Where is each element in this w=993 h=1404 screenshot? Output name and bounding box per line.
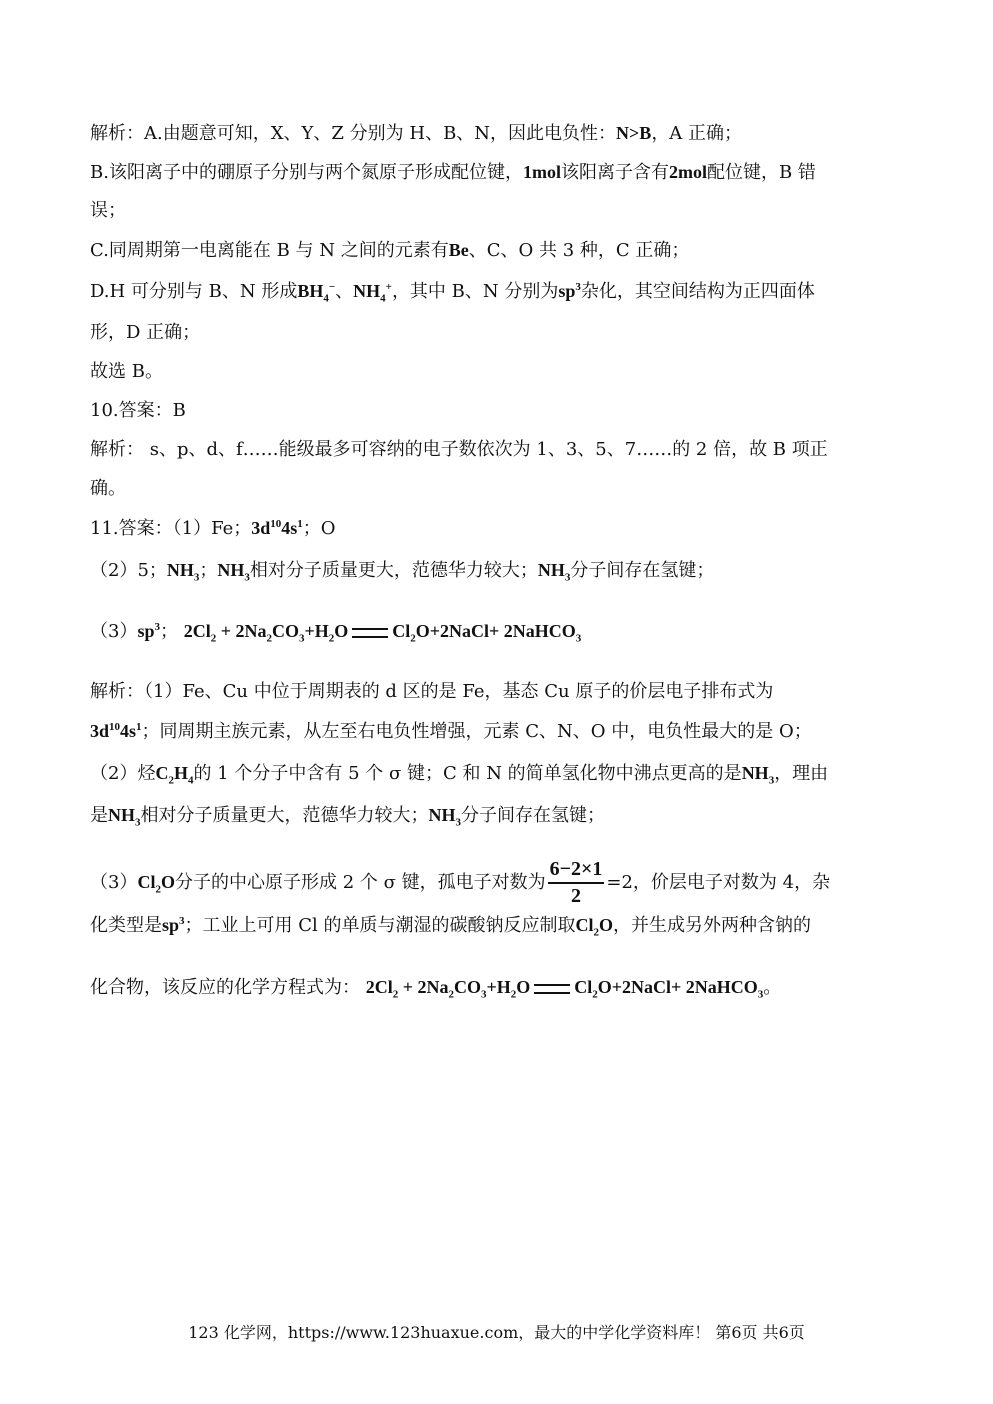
text: 确。	[90, 478, 126, 499]
equation-line	[90, 619, 910, 644]
equals-sign	[534, 984, 570, 994]
text: 相对分子质量更大，范德华力较大；	[249, 560, 538, 581]
text: 形，D 正确；	[90, 322, 201, 343]
formula-nh3: $NH_3$	[108, 805, 141, 829]
text: ，并生成另外两种含钠的	[613, 915, 812, 936]
text-line	[90, 719, 910, 744]
formula-nh3: $NH_3$	[741, 763, 775, 787]
formula-sp3: $sp^3$	[162, 915, 185, 935]
equals-sign	[352, 628, 388, 638]
fraction-numerator: 6−2×1	[548, 858, 605, 884]
text: 化类型是	[90, 915, 162, 936]
formula-c2h4: $C_2H_4$	[155, 763, 194, 787]
text-line	[90, 858, 910, 908]
formula-bh4: $BH_4^-$	[297, 281, 336, 305]
text: 分子间存在氢键；	[570, 560, 715, 581]
text: ；同周期主族元素，从左至右电负性增强，元素 C、N、O 中，电负性最大的是 O；	[141, 721, 812, 742]
text: （3）	[90, 872, 138, 893]
text: 相对分子质量更大，范德华力较大；	[140, 805, 429, 826]
text: ，其中 B、N 分别为	[391, 281, 559, 302]
formula-nh3: $NH_3$	[166, 560, 200, 584]
text-line	[90, 803, 910, 828]
text: 分子的中心原子形成 2 个 σ 键，孤电子对数为	[174, 872, 546, 893]
text-line	[90, 199, 910, 223]
text-line	[90, 477, 910, 501]
text: 。	[763, 977, 782, 998]
formula: Be	[448, 240, 469, 260]
text-line	[90, 321, 910, 345]
text-line	[90, 160, 910, 185]
page-footer: 123 化学网，https://www.123huaxue.com，最大的中学化学资料库！ 第6页 共6页	[188, 1323, 805, 1342]
text-line	[90, 360, 910, 384]
formula-cl2o: $Cl_2O$	[575, 915, 614, 939]
answer-heading	[90, 399, 910, 423]
text: B.该阳离子中的硼原子分别与两个氮原子形成配位键，	[90, 162, 523, 183]
text: ，理由	[774, 763, 829, 784]
text: 化合物，该反应的化学方程式为：	[90, 977, 360, 998]
electron-config: $3d^{10}4s^1$	[90, 721, 142, 741]
text-line	[90, 279, 910, 304]
text-line	[90, 913, 910, 938]
formula-nh3: $NH_3$	[428, 805, 461, 829]
text: 、C、O 共 3 种，C 正确；	[468, 240, 690, 261]
text: （2）烃	[90, 763, 156, 784]
text: 解析： s、p、d、f……能级最多可容纳的电子数依次为 1、3、5、7……的 2 倍，故 B 项正	[90, 439, 828, 460]
text: 的 1 个分子中含有 5 个 σ 键；C 和 N 的简单氢化物中沸点更高的是	[193, 763, 742, 784]
formula: 2mol	[668, 162, 707, 182]
text: 11.答案：（1）Fe；	[90, 518, 252, 539]
text: ；工业上可用 Cl 的单质与潮湿的碳酸钠反应制取	[184, 915, 576, 936]
formula-sp3: $sp^3$	[137, 621, 160, 641]
text: 误；	[90, 200, 126, 221]
text: 故选 B。	[90, 361, 163, 382]
text: 是	[90, 805, 108, 826]
formula: 1mol	[522, 162, 561, 182]
equation-line	[90, 975, 910, 1000]
text: ；O	[302, 518, 336, 539]
text: （2）5；	[90, 560, 167, 581]
electron-config: $3d^{10}4s^1$	[251, 518, 303, 538]
text: （3）	[90, 621, 138, 642]
formula-nh3: $NH_3$	[537, 560, 571, 584]
text-line	[90, 680, 910, 704]
text: 配位键，B 错	[706, 162, 816, 183]
answer-heading	[90, 516, 910, 541]
formula-cl2o: $Cl_2O$	[137, 872, 175, 896]
text: 杂化，其空间结构为正四面体	[580, 281, 815, 302]
text-line	[90, 761, 910, 786]
text: ，A 正确；	[651, 123, 743, 144]
text: 分子间存在氢键；	[461, 805, 605, 826]
text: ；	[199, 560, 218, 581]
text-line	[90, 121, 910, 146]
chemical-equation: $2Cl_2 + 2Na_2CO_3+H_2O$ $Cl_2O+2NaCl+$ 2NaHCO$_3$	[365, 977, 764, 1001]
fraction-denominator: 2	[570, 885, 581, 907]
formula-sp3: $sp^3$	[558, 281, 581, 301]
text: =2，价层电子对数为 4，杂	[606, 872, 831, 893]
text-line	[90, 238, 910, 263]
text: 解析：A.由题意可知，X、Y、Z 分别为 H、B、N，因此电负性：	[90, 123, 617, 144]
text: 10.答案：B	[90, 400, 186, 421]
text: 解析：（1）Fe、Cu 中位于周期表的 d 区的是 Fe，基态 Cu 原子的价层电子排布式为	[90, 681, 774, 702]
text: 该阳离子含有	[560, 162, 669, 183]
text: 、	[335, 281, 354, 302]
text: ；	[159, 621, 178, 642]
text-line	[90, 438, 910, 462]
chemical-equation: $2Cl_2 + 2Na_2CO_3+H_2O$ $Cl_2O+2NaCl+$ 2NaHCO$_3$	[183, 621, 582, 645]
text: D.H 可分别与 B、N 形成	[90, 281, 298, 302]
formula: N>B	[616, 123, 652, 143]
formula-nh4: $NH_4^+$	[353, 281, 392, 305]
text-line	[90, 558, 910, 583]
fraction	[548, 858, 605, 908]
text: C.同周期第一电离能在 B 与 N 之间的元素有	[90, 240, 449, 261]
formula-nh3: $NH_3$	[217, 560, 250, 584]
